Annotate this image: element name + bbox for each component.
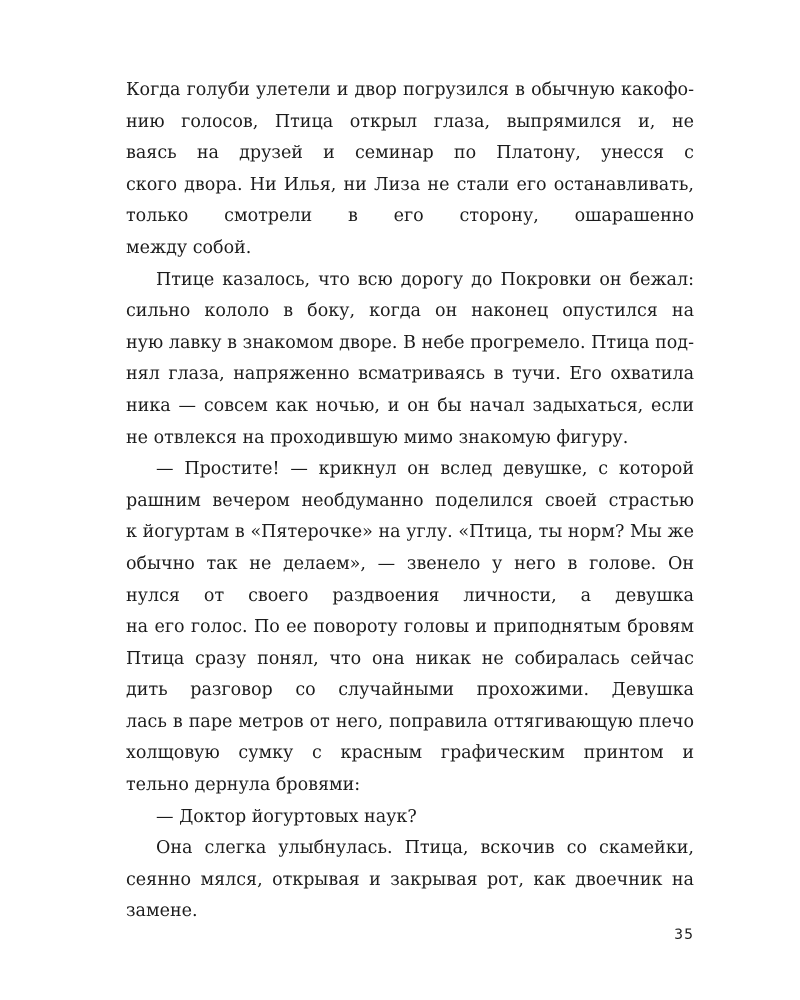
text-line: сильно кололо в боку, когда он наконец опустился на: [126, 301, 694, 322]
text-line: — Доктор йогуртовых наук?: [156, 806, 417, 827]
text-line: — Простите! — крикнул он вслед девушке, с которой: [156, 459, 694, 480]
page-number: 35: [674, 927, 694, 943]
text-line: к йогуртам в «Пятерочке» на углу. «Птица, ты норм? Мы же: [126, 522, 694, 543]
text-line: Она слегка улыбнулась. Птица, вскочив со скамейки,: [156, 838, 694, 859]
text-line: на его голос. По ее повороту головы и приподнятым бровям: [126, 617, 694, 638]
text-line: ника — совсем как ночью, и он бы начал задыхаться, если: [126, 395, 694, 416]
text-line: ную лавку в знакомом дворе. В небе прогремело. Птица под-: [126, 332, 694, 353]
text-line: нию голосов, Птица открыл глаза, выпрямился и, не: [126, 111, 694, 132]
text-line: между собой.: [126, 237, 252, 258]
text-line: нулся от своего раздвоения личности, а девушка: [126, 585, 694, 606]
text-line: сеянно мялся, открывая и закрывая рот, как двоечник на: [126, 869, 694, 890]
text-line: рашним вечером необдуманно поделился своей страстью: [126, 490, 694, 511]
text-line: нял глаза, напряженно всматриваясь в тучи. Его охватила: [126, 364, 694, 385]
text-line: ского двора. Ни Илья, ни Лиза не стали его останавливать,: [126, 174, 694, 195]
text-line: Когда голуби улетели и двор погрузился в обычную какофо-: [126, 80, 694, 100]
text-line: тельно дернула бровями:: [126, 775, 361, 796]
text-line: Птица сразу понял, что она никак не собиралась сейчас: [126, 648, 694, 669]
text-line: обычно так не делаем», — звенело у него в голове. Он: [126, 553, 694, 574]
text-line: не отвлекся на проходившую мимо знакомую фигуру.: [126, 427, 629, 448]
text-line: холщовую сумку с красным графическим принтом и: [126, 743, 694, 764]
text-line: Птице казалось, что всю дорогу до Покровки он бежал:: [156, 269, 694, 290]
body-text: [126, 75, 694, 928]
text-line: лась в паре метров от него, поправила оттягивающую плечо: [126, 711, 694, 732]
text-line: ваясь на друзей и семинар по Платону, унесся с: [126, 143, 694, 164]
text-line: только смотрели в его сторону, ошарашенно: [126, 206, 694, 227]
text-line: замене.: [126, 901, 198, 922]
text-line: дить разговор со случайными прохожими. Девушка: [126, 680, 694, 701]
